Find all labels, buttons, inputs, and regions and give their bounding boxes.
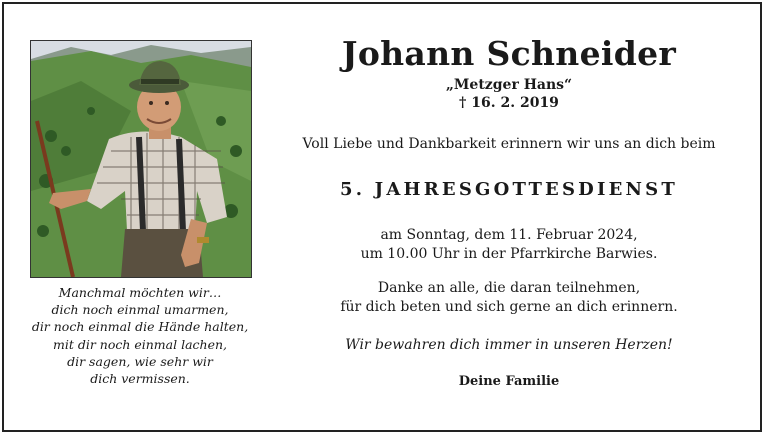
announcement-column [284, 34, 734, 391]
intro-text: Voll Liebe und Dankbarkeit erinnern wir uns an dich beim [302, 136, 716, 152]
wristwatch [197, 237, 209, 243]
thanks-text: Danke an alle, die daran teilnehmen, für dich beten und sich gerne an dich erinnern. [340, 280, 678, 315]
deceased-name: Johann Schneider [341, 34, 677, 73]
remembrance-line: Wir bewahren dich immer in unseren Herzen! [345, 337, 673, 353]
hat-band [141, 79, 179, 84]
nickname: „Metzger Hans“ [445, 77, 573, 93]
memorial-card [2, 2, 762, 432]
suspender-right [179, 139, 183, 231]
portrait-photo [30, 40, 252, 278]
memorial-poem: Manchmal möchten wir… dich noch einmal umarmen, dir noch einmal die Hände halten, mit dir noch einmal lachen, dir sagen, wie sehr wir dich vermissen. [31, 285, 249, 387]
suspender-left [139, 137, 143, 231]
service-title: 5. JAHRESGOTTESDIENST [340, 179, 678, 200]
portrait-illustration [31, 41, 251, 277]
service-details: am Sonntag, dem 11. Februar 2024, um 10.00 Uhr in der Pfarrkirche Barwies. [360, 227, 658, 262]
death-date: † 16. 2. 2019 [459, 95, 559, 111]
family-signature: Deine Familie [458, 374, 560, 389]
